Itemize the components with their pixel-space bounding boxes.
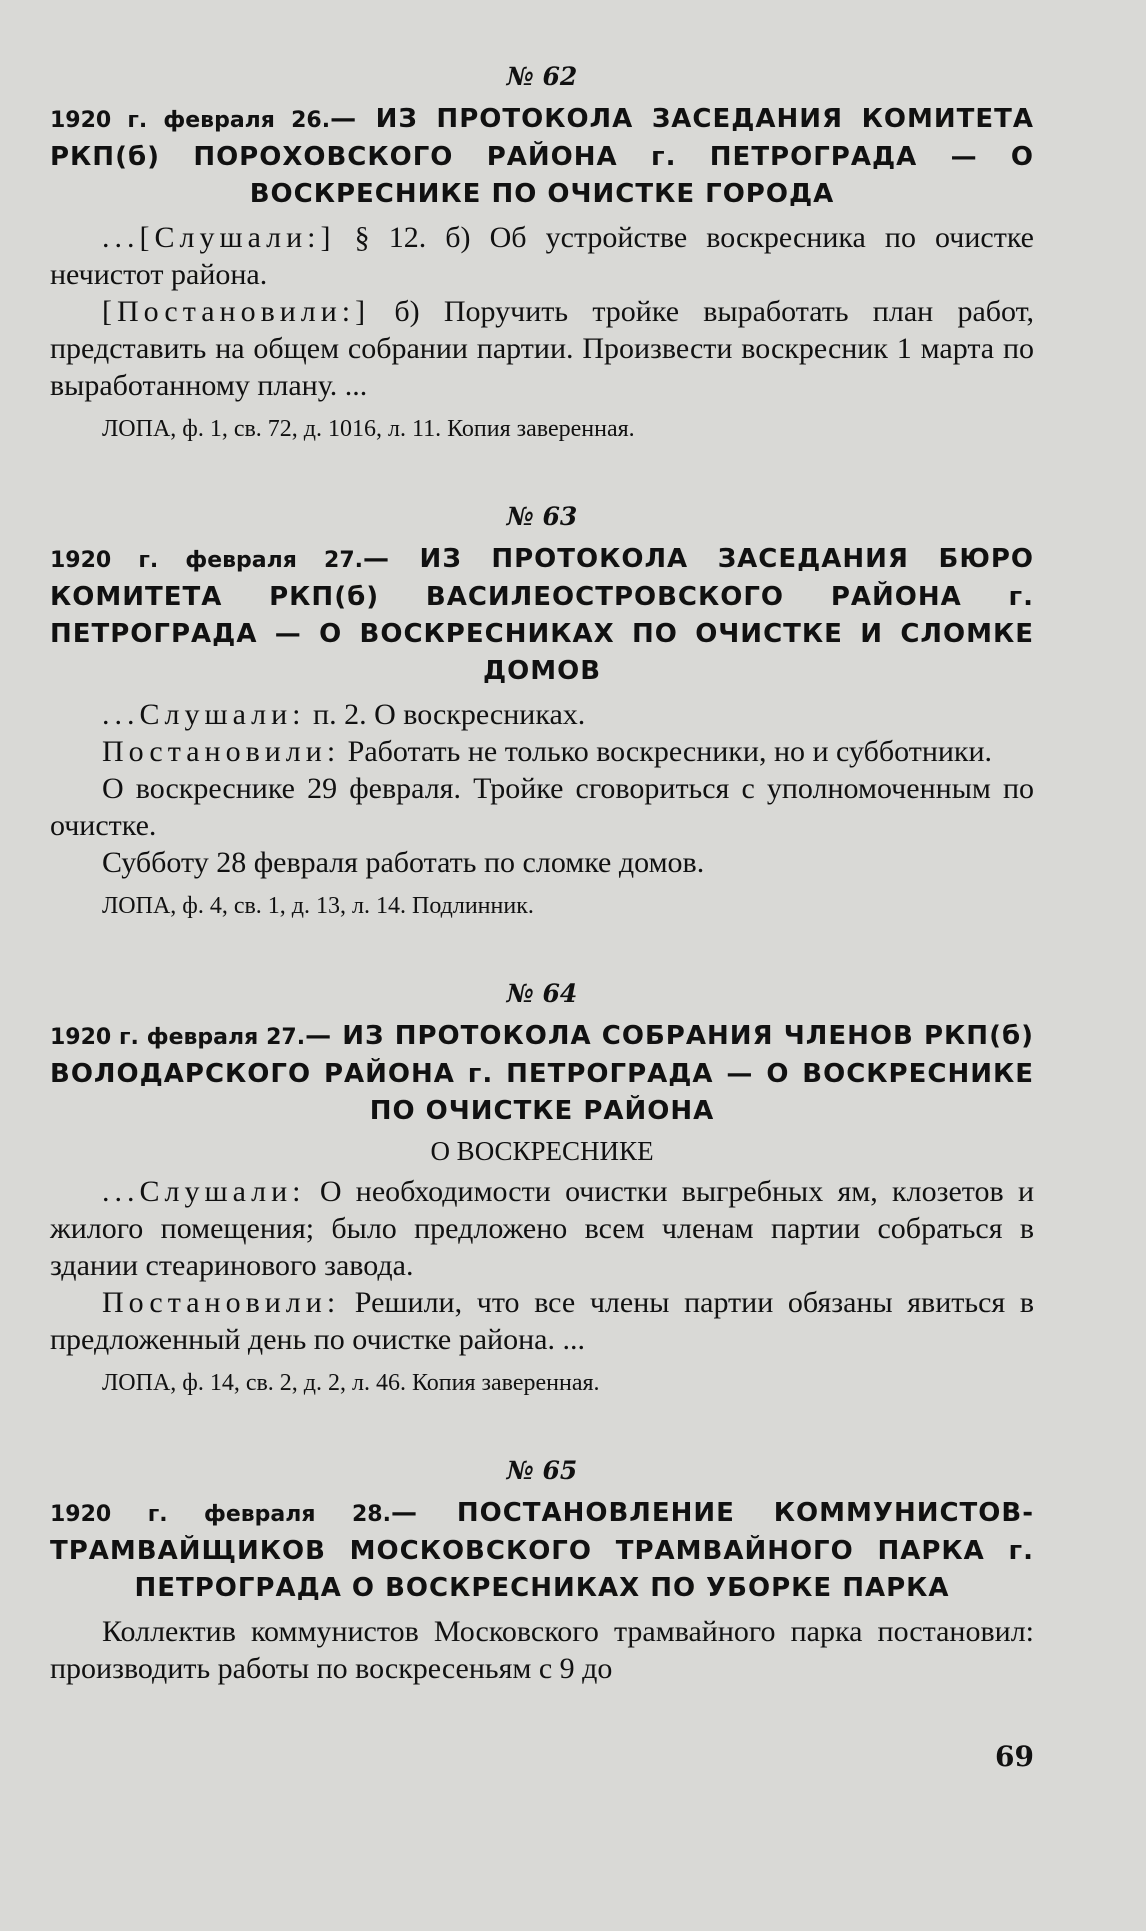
heading-date: 1920 г. февраля 28.	[50, 1502, 391, 1527]
doc-number: № 65	[506, 1456, 578, 1485]
spaced-lead: Постановили:	[102, 1286, 341, 1319]
paragraph	[50, 733, 1034, 770]
paragraph: О воскреснике 29 февраля. Тройке сговориться с уполномоченным по очистке.	[50, 772, 1034, 842]
paragraph	[50, 293, 1034, 404]
paragraph	[50, 696, 1034, 733]
heading-text: — ПОСТАНОВЛЕНИЕ КОММУНИСТОВ-ТРАМВАЙЩИКОВ МОСКОВСКОГО ТРАМВАЙНОГО ПАРКА г. ПЕТРОГРАДА О ВОСКРЕСНИКАХ ПО УБОРКЕ ПАРКА	[50, 1498, 1034, 1603]
spaced-lead: [Постановили:]	[102, 295, 371, 328]
doc-heading	[50, 1495, 1034, 1607]
paragraph	[50, 1284, 1034, 1358]
paragraph	[50, 1173, 1034, 1284]
heading-text: — ИЗ ПРОТОКОЛА ЗАСЕДАНИЯ КОМИТЕТА РКП(б) ПОРОХОВСКОГО РАЙОНА г. ПЕТРОГРАДА — О ВОСКРЕСНИКЕ ПО ОЧИСТКЕ ГОРОДА	[50, 104, 1034, 209]
spaced-lead: ...[Слушали:]	[102, 221, 336, 254]
page-number: 69	[995, 1740, 1034, 1773]
paragraph-text: О необходимости очистки выгребных ям, клозетов и жилого помещения; было предложено всем членам партии собраться в здании стеаринового завода.	[50, 1175, 1034, 1282]
doc-heading	[50, 541, 1034, 690]
paragraph-text: б) Поручить тройке выработать план работ, представить на общем собрании партии. Произвести воскресник 1 марта по выработанному плану. ...	[50, 295, 1034, 402]
doc-subtitle: О ВОСКРЕСНИКЕ	[430, 1136, 654, 1166]
doc-heading	[50, 101, 1034, 213]
paragraph-text: Решили, что все члены партии обязаны явиться в предложенный день по очистке района. ...	[50, 1286, 1034, 1356]
paragraph: Коллектив коммунистов Московского трамвайного парка постановил: производить работы по воскресеньям с 9 до	[50, 1615, 1034, 1685]
archive-source: ЛОПА, ф. 1, св. 72, д. 1016, л. 11. Копия заверенная.	[102, 416, 635, 442]
paragraph: Субботу 28 февраля работать по сломке домов.	[102, 846, 705, 879]
doc-heading	[50, 1018, 1034, 1130]
spaced-lead: ...Слушали:	[102, 1175, 306, 1208]
archive-source: ЛОПА, ф. 4, св. 1, д. 13, л. 14. Подлинник.	[102, 893, 534, 919]
heading-date: 1920 г. февраля 27.	[50, 1025, 306, 1050]
heading-date: 1920 г. февраля 27.	[50, 548, 364, 573]
doc-number: № 63	[506, 502, 578, 531]
paragraph-text: Работать не только воскресники, но и субботники.	[340, 735, 993, 768]
document-65	[50, 1456, 1034, 1687]
spaced-lead: ...Слушали:	[102, 698, 306, 731]
doc-number: № 64	[506, 979, 578, 1008]
spaced-lead: Постановили:	[102, 735, 341, 768]
heading-text: — ИЗ ПРОТОКОЛА СОБРАНИЯ ЧЛЕНОВ РКП(б) ВОЛОДАРСКОГО РАЙОНА г. ПЕТРОГРАДА — О ВОСКРЕСНИКЕ ПО ОЧИСТКЕ РАЙОНА	[50, 1021, 1034, 1126]
document-62	[50, 62, 1034, 446]
heading-text: — ИЗ ПРОТОКОЛА ЗАСЕДАНИЯ БЮРО КОМИТЕТА РКП(б) ВАСИЛЕОСТРОВСКОГО РАЙОНА г. ПЕТРОГРАДА — О ВОСКРЕСНИКАХ ПО ОЧИСТКЕ И СЛОМКЕ ДОМОВ	[50, 544, 1034, 686]
heading-date: 1920 г. февраля 26.	[50, 108, 331, 133]
doc-number: № 62	[506, 62, 578, 91]
document-64	[50, 979, 1034, 1400]
archive-source: ЛОПА, ф. 14, св. 2, д. 2, л. 46. Копия заверенная.	[102, 1370, 600, 1396]
paragraph-text: п. 2. О воскресниках.	[305, 698, 586, 731]
document-63	[50, 502, 1034, 923]
paragraph-text: § 12. б) Об устройстве воскресника по очистке нечистот района.	[50, 221, 1034, 291]
paragraph	[50, 219, 1034, 293]
